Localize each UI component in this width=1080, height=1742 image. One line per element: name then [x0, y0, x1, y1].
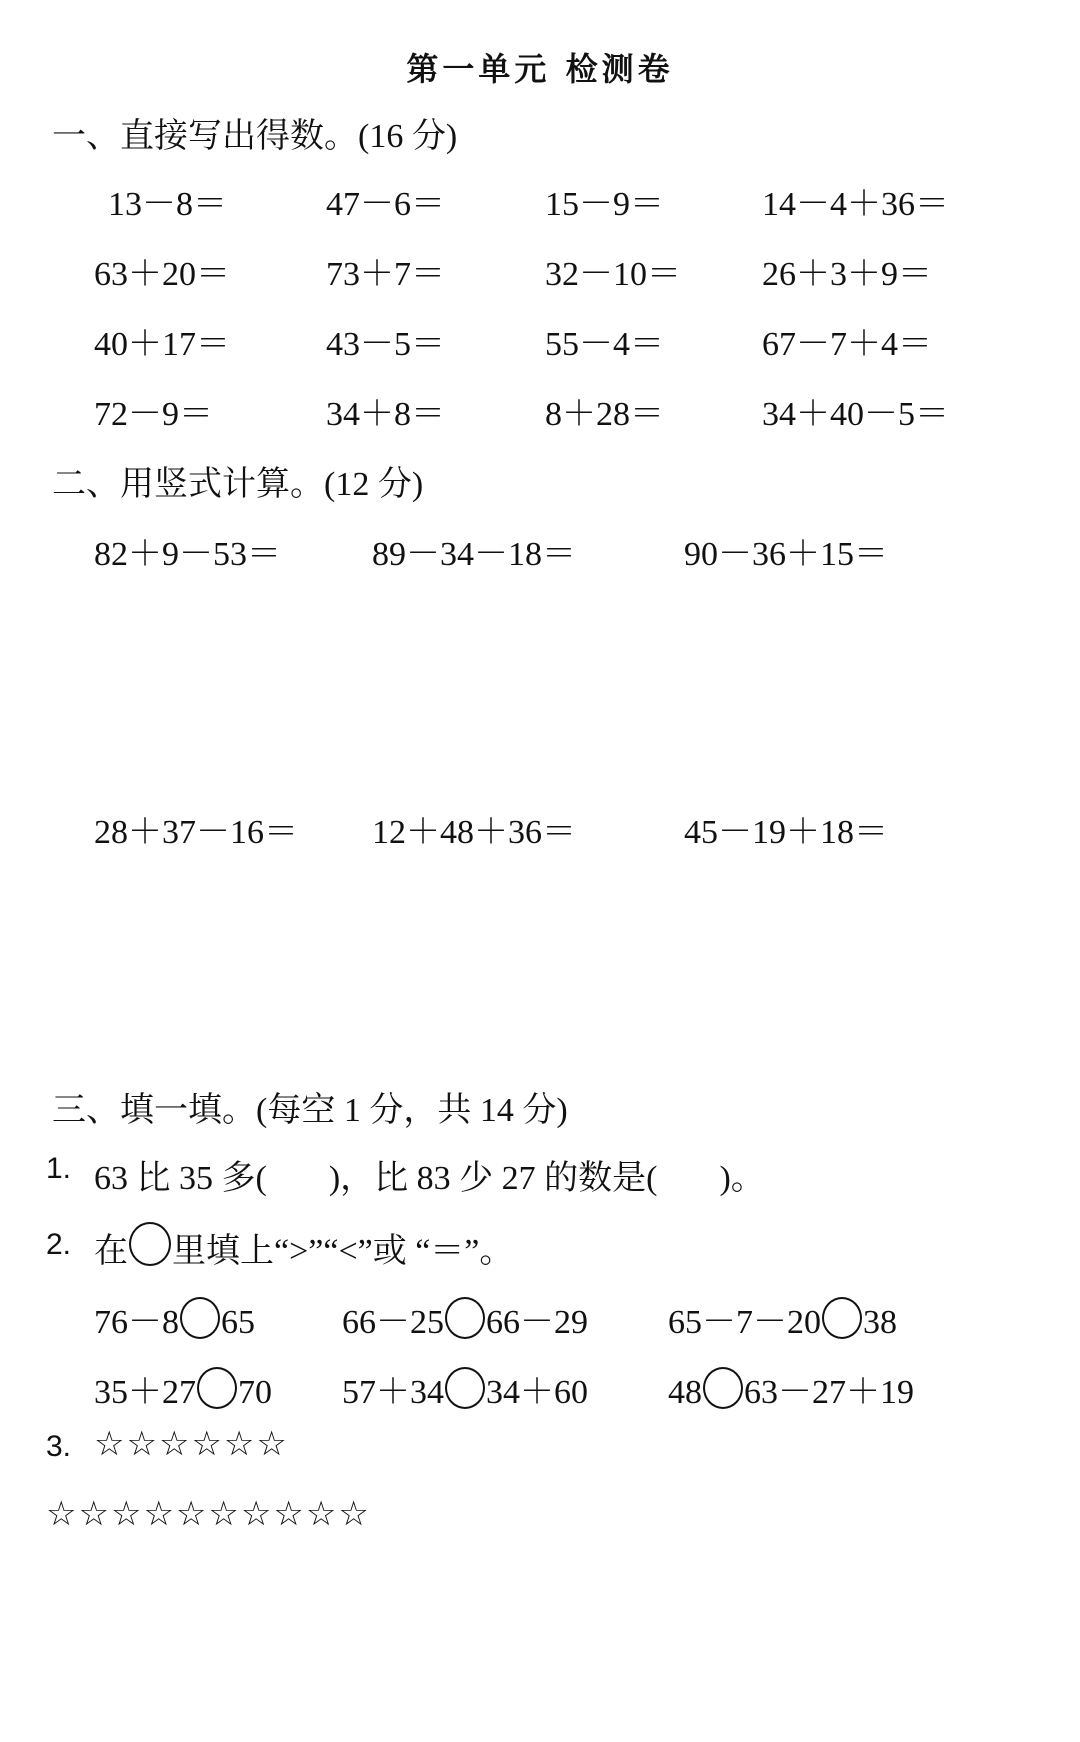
- compare-item-5: [342, 1364, 588, 1413]
- problem-4-1: 72－9＝: [94, 396, 213, 433]
- compare-left: 48: [668, 1374, 702, 1411]
- question-number-3: 3.: [46, 1430, 72, 1463]
- compare-circle[interactable]: [703, 1367, 743, 1409]
- compare-item-1: [94, 1294, 255, 1343]
- q1-part-a: 63 比 35 多(: [94, 1160, 267, 1197]
- compare-item-6: [668, 1364, 914, 1413]
- q2-prefix: 在: [94, 1233, 128, 1270]
- compare-left: 57＋34: [342, 1374, 444, 1411]
- compare-left: 65－7－20: [668, 1304, 821, 1341]
- compare-circle[interactable]: [822, 1297, 862, 1339]
- q1-part-b: )，比 83 少 27 的数是(: [328, 1160, 658, 1197]
- vertical-calc-5: 12＋48＋36＝: [372, 814, 576, 851]
- compare-item-2: [342, 1294, 588, 1343]
- vertical-calc-1: 82＋9－53＝: [94, 536, 281, 573]
- vertical-calc-6: 45－19＋18＝: [684, 814, 888, 851]
- problem-1-2: 47－6＝: [326, 186, 445, 223]
- question-number-2: 2.: [46, 1228, 72, 1261]
- question-2-text: [94, 1222, 513, 1272]
- compare-right: 34＋60: [486, 1374, 588, 1411]
- vertical-calc-4: 28＋37－16＝: [94, 814, 298, 851]
- question-number-1: 1.: [46, 1152, 72, 1185]
- problem-4-3: 8＋28＝: [545, 396, 664, 433]
- circle-icon: [129, 1222, 171, 1266]
- vertical-calc-2: 89－34－18＝: [372, 536, 576, 573]
- problem-1-1: 13－8＝: [108, 186, 227, 223]
- problem-3-4: 67－7＋4＝: [762, 326, 932, 363]
- problem-2-2: 73＋7＝: [326, 256, 445, 293]
- q1-part-c: )。: [719, 1160, 765, 1197]
- problem-4-2: 34＋8＝: [326, 396, 445, 433]
- compare-item-3: [668, 1294, 897, 1343]
- section1-heading: 一、直接写出得数。(16 分): [52, 118, 458, 155]
- compare-left: 76－8: [94, 1304, 179, 1341]
- compare-circle[interactable]: [445, 1367, 485, 1409]
- question-1-text: [94, 1150, 765, 1199]
- compare-item-4: [94, 1364, 272, 1413]
- vertical-calc-3: 90－36＋15＝: [684, 536, 888, 573]
- compare-circle[interactable]: [197, 1367, 237, 1409]
- compare-right: 66－29: [486, 1304, 588, 1341]
- problem-2-1: 63＋20＝: [94, 256, 230, 293]
- problem-2-3: 32－10＝: [545, 256, 681, 293]
- section2-heading: 二、用竖式计算。(12 分): [52, 466, 424, 503]
- problem-3-2: 43－5＝: [326, 326, 445, 363]
- problem-3-1: 40＋17＝: [94, 326, 230, 363]
- section3-heading: 三、填一填。(每空 1 分，共 14 分): [52, 1092, 568, 1129]
- compare-circle[interactable]: [445, 1297, 485, 1339]
- page-title: 第一单元 检测卷: [406, 50, 674, 88]
- compare-left: 66－25: [342, 1304, 444, 1341]
- stars-row-1: ☆☆☆☆☆☆: [94, 1424, 289, 1464]
- compare-left: 35＋27: [94, 1374, 196, 1411]
- problem-2-4: 26＋3＋9＝: [762, 256, 932, 293]
- problem-1-3: 15－9＝: [545, 186, 664, 223]
- compare-right: 38: [863, 1304, 897, 1341]
- problem-3-3: 55－4＝: [545, 326, 664, 363]
- problem-1-4: 14－4＋36＝: [762, 186, 949, 223]
- stars-row-2: ☆☆☆☆☆☆☆☆☆☆: [46, 1494, 371, 1534]
- compare-circle[interactable]: [180, 1297, 220, 1339]
- problem-4-4: 34＋40－5＝: [762, 396, 949, 433]
- compare-right: 65: [221, 1304, 255, 1341]
- compare-right: 70: [238, 1374, 272, 1411]
- compare-right: 63－27＋19: [744, 1374, 914, 1411]
- q2-suffix: 里填上“>”“<”或 “＝”。: [172, 1233, 514, 1270]
